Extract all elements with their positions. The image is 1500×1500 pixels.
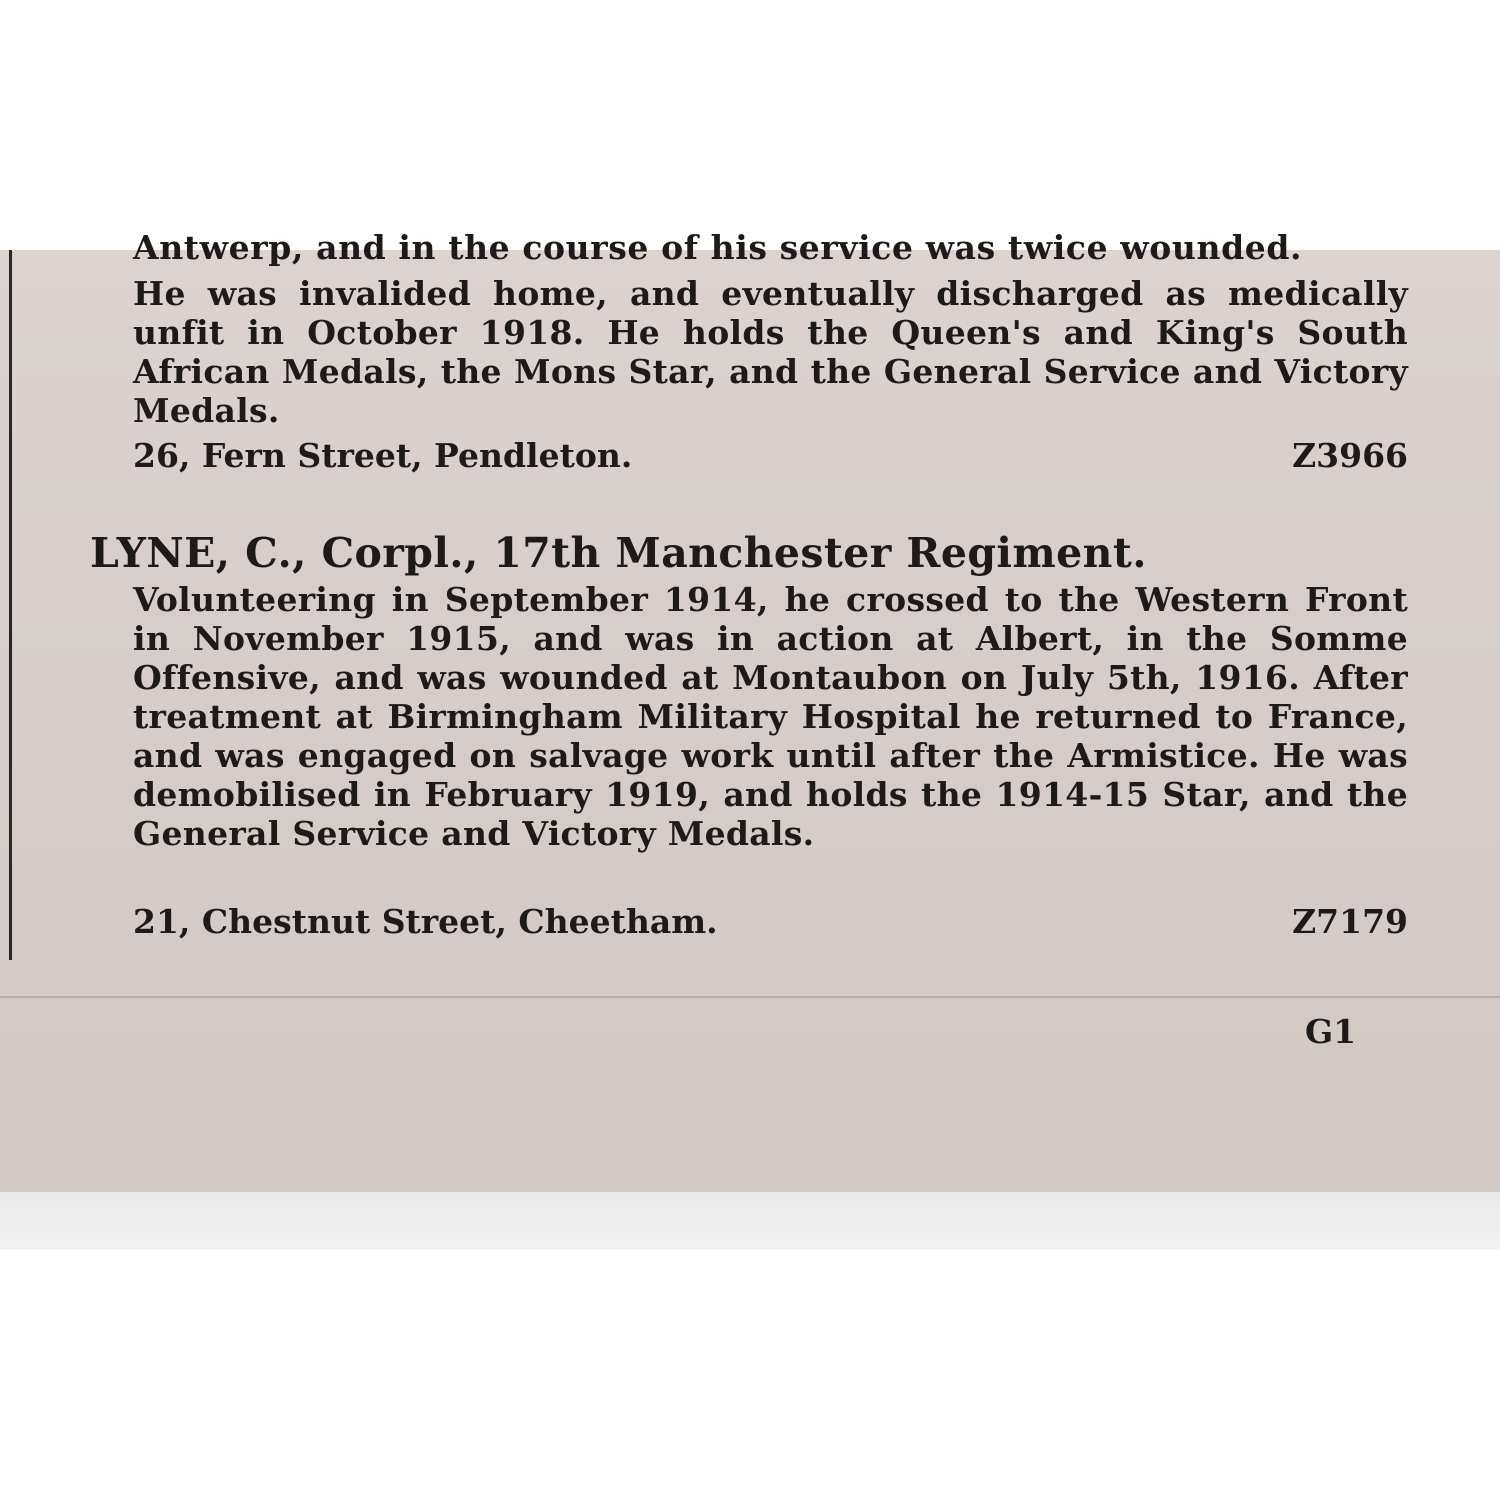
- entry-heading: LYNE, C., Corpl., 17th Manchester Regiment.: [90, 529, 1147, 577]
- entry-address: 21, Chestnut Street, Cheetham.: [133, 902, 718, 941]
- entry-reference-code: Z3966: [1292, 436, 1408, 475]
- signature-mark: G1: [1305, 1012, 1357, 1051]
- entry-body: He was invalided home, and eventually discharged as medically unfit in October 1918. He holds the Queen's and King's South African Medals, the Mons Star, and the General Service and Victory Medals.: [133, 274, 1408, 430]
- book-page-photo: [0, 228, 1500, 1192]
- page-fold-line: [0, 996, 1500, 998]
- entry-address: 26, Fern Street, Pendleton.: [133, 436, 633, 475]
- entry-body: Volunteering in September 1914, he crossed to the Western Front in November 1915, and was in action at Albert, in the Somme Offensive, and was wounded at Montaubon on July 5th, 1916. After treatment at Birmingham Military Hospital he returned to France, and was engaged on salvage work until after the Armistice. He was demobilised in February 1919, and holds the 1914-15 Star, and the General Service and Victory Medals.: [133, 580, 1408, 853]
- column-rule: [9, 250, 12, 960]
- entry-cut-off-line: Antwerp, and in the course of his service was twice wounded.: [133, 228, 1303, 267]
- page-bottom-shadow: [0, 1192, 1500, 1250]
- entry-reference-code: Z7179: [1292, 902, 1408, 941]
